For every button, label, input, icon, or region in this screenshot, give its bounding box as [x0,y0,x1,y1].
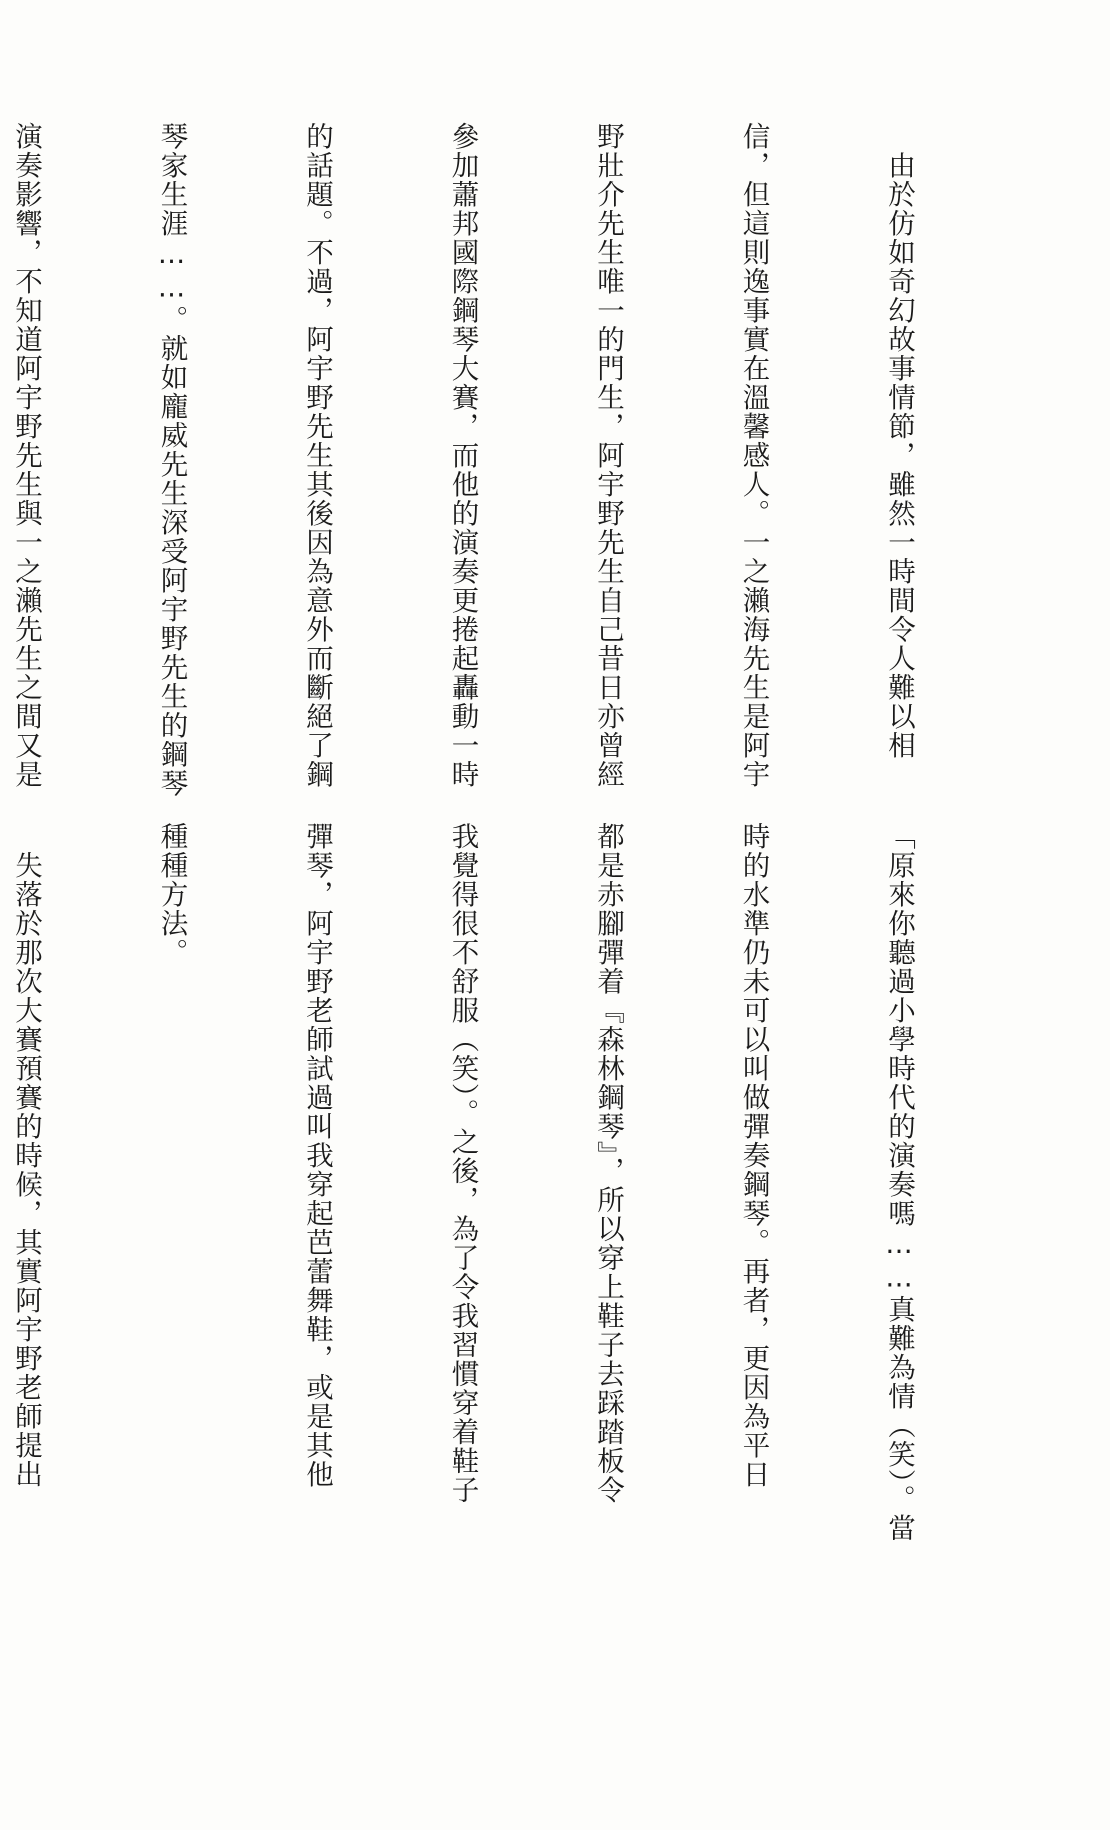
text-column: 野壯介先生唯一的門生，阿宇野先生自己昔日亦曾經 [592,122,624,789]
text-column: 種種方法。 [155,822,188,967]
text-column: 由於仿如奇幻故事情節，雖然一時間令人難以相 [883,122,915,760]
text-column: 時的水準仍未可以叫做彈奏鋼琴。再者，更因為平日 [737,822,770,1489]
article-top-section [0,122,1020,798]
text-column: 都是赤腳彈着『森林鋼琴』，所以穿上鞋子去踩踏板令 [592,822,624,1505]
text-column: 彈琴，阿宇野老師試過叫我穿起芭蕾舞鞋，或是其他 [301,822,333,1489]
text-column: 的話題。不過，阿宇野先生其後因為意外而斷絕了鋼 [301,122,333,789]
text-column: 「原來你聽過小學時代的演奏嗎……真難為情（笑）。當 [883,822,915,1543]
text-column: 琴家生涯……。就如龐威先生深受阿宇野先生的鋼琴 [155,122,188,798]
text-column: 演奏影響，不知道阿宇野先生與一之瀨先生之間又是 [10,122,42,789]
text-column: 信，但這則逸事實在溫馨感人。一之瀨海先生是阿宇 [737,122,770,789]
article-bottom-section [0,822,1020,1543]
text-column: 參加蕭邦國際鋼琴大賽，而他的演奏更捲起轟動一時 [446,122,479,789]
text-column: 失落於那次大賽預賽的時候，其實阿宇野老師提出 [10,822,42,1489]
text-column: 我覺得很不舒服（笑）。之後，為了令我習慣穿着鞋子 [446,822,479,1505]
